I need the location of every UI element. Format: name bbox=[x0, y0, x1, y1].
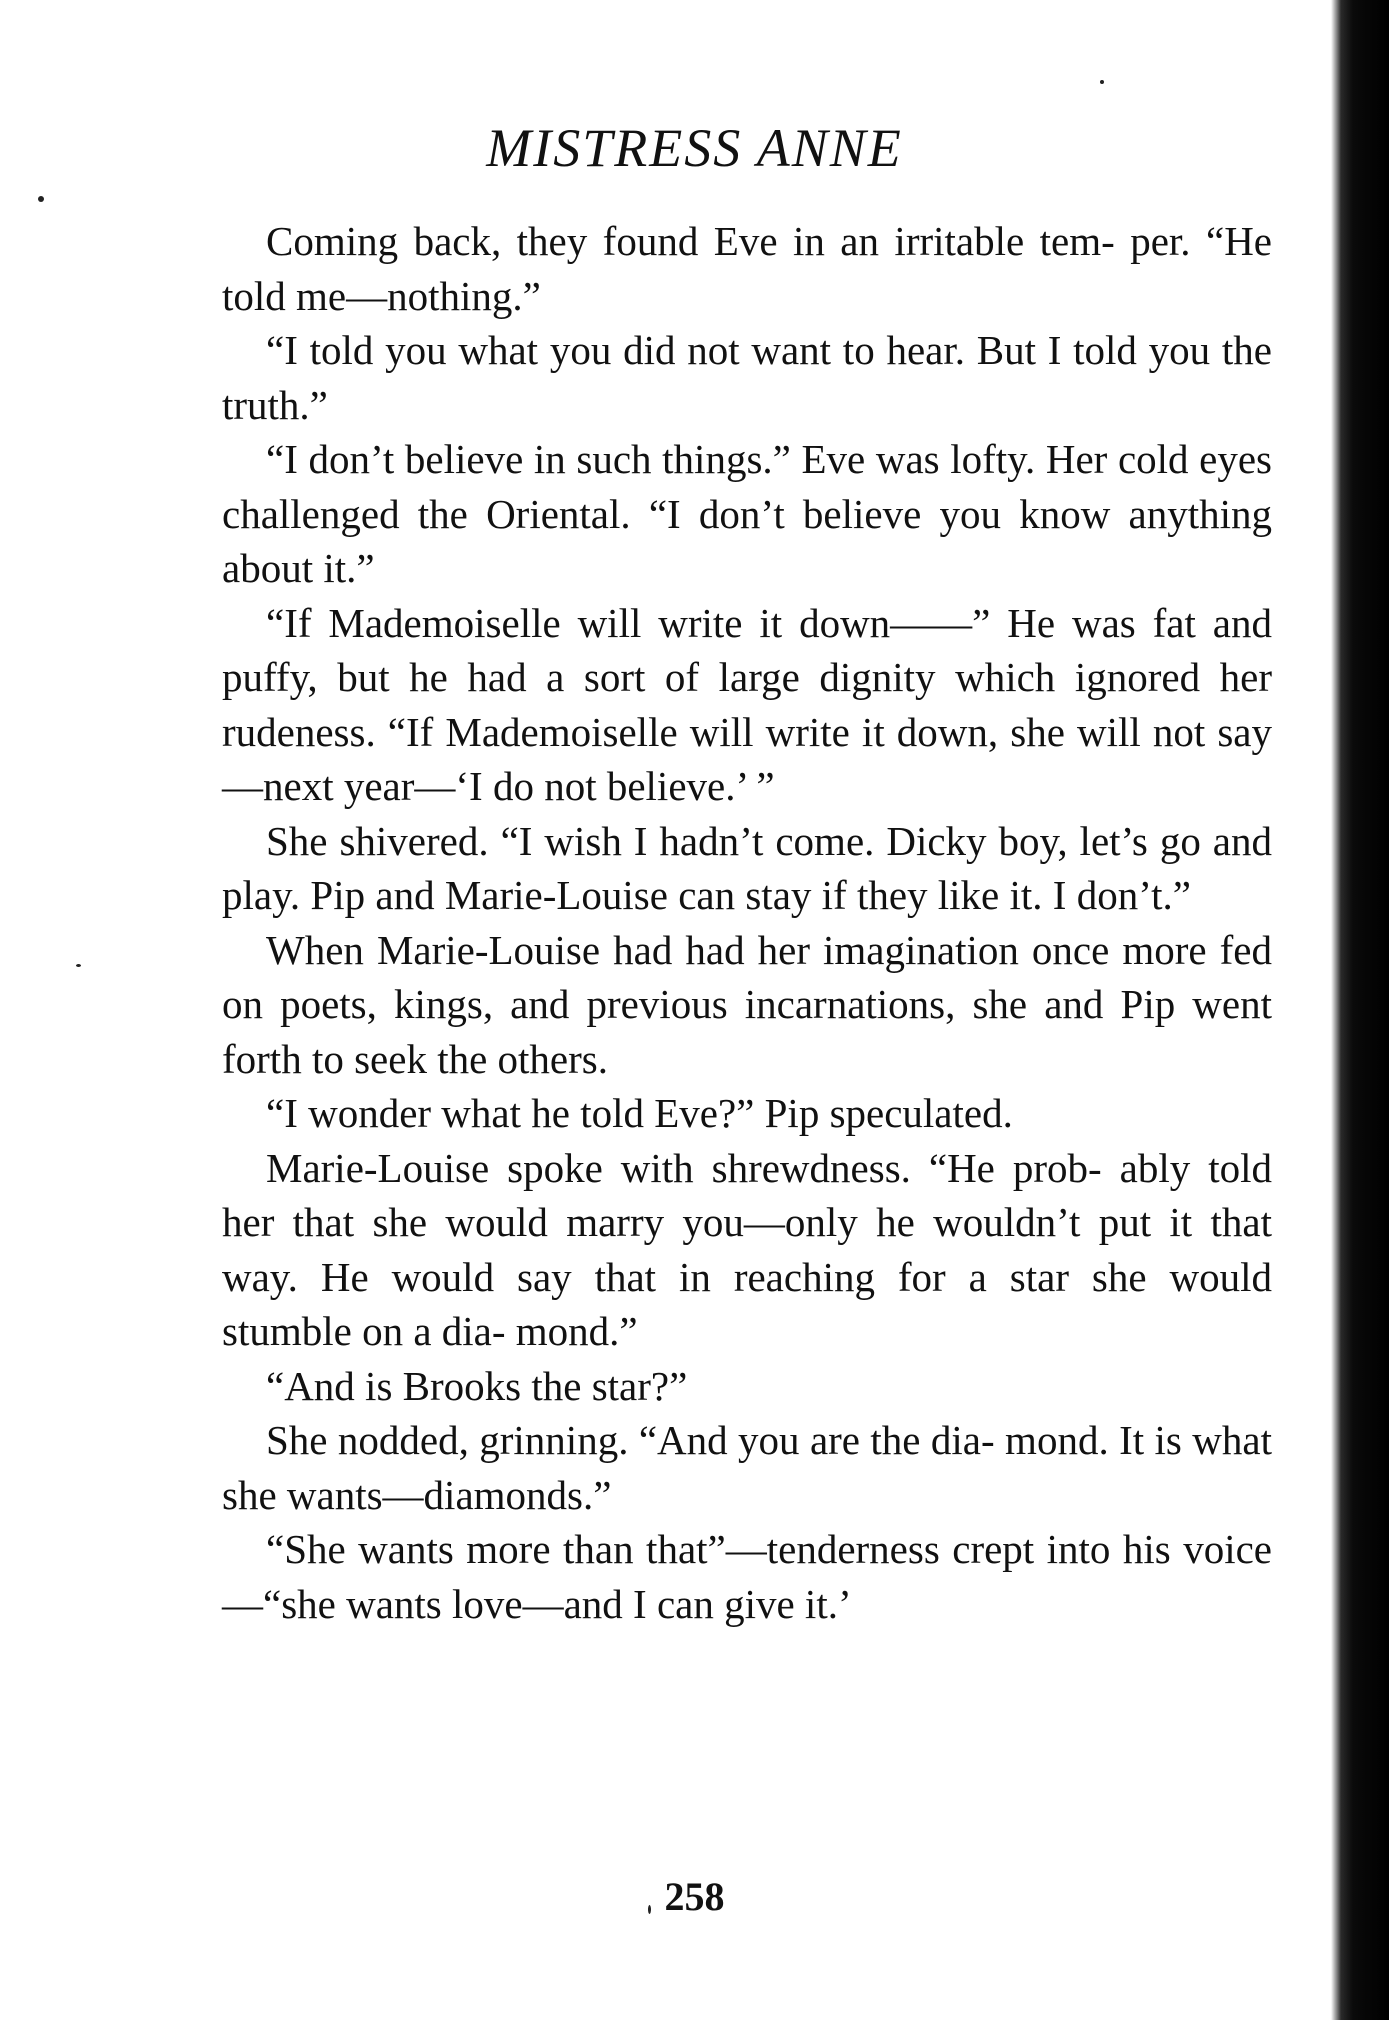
paragraph: “I wonder what he told Eve?” Pip speculated. bbox=[266, 1090, 1013, 1136]
ink-speck bbox=[38, 196, 44, 202]
paragraph: Coming back, they found Eve in an irritable tem- per. “He told me—nothing.” bbox=[222, 218, 1272, 319]
body-text bbox=[222, 214, 1272, 1631]
ink-speck bbox=[648, 1905, 651, 1914]
paragraph: She shivered. “I wish I hadn’t come. Dicky boy, let’s go and play. Pip and Marie-Louise can stay if they like it. I don’t.” bbox=[222, 817, 1272, 918]
ink-speck bbox=[76, 964, 81, 967]
page-number: 258 bbox=[664, 1874, 725, 1919]
running-head: MISTRESS ANNE bbox=[486, 118, 903, 178]
paragraph: “She wants more than that”—tenderness crept into his voice—“she wants love—and I can give it.’ bbox=[222, 1526, 1272, 1627]
paragraph: Marie-Louise spoke with shrewdness. “He prob- ably told her that she would marry you—only he wouldn’t put it that way. He would say that in reaching for a star she would stumble on a dia- mond.” bbox=[222, 1144, 1272, 1354]
paragraph: “I told you what you did not want to hear. But I told you the truth.” bbox=[222, 327, 1272, 428]
paragraph: When Marie-Louise had had her imagination once more fed on poets, kings, and previous incarnations, she and Pip went forth to seek the others. bbox=[222, 926, 1272, 1082]
paragraph: She nodded, grinning. “And you are the dia- mond. It is what she wants—diamonds.” bbox=[222, 1417, 1272, 1518]
binding-shadow bbox=[1331, 0, 1389, 2020]
paragraph: “If Mademoiselle will write it down——” He was fat and puffy, but he had a sort of large dignity which ignored her rudeness. “If Mademoiselle will write it down, she will not say—next year—‘I do not believe.’ ” bbox=[222, 599, 1272, 809]
ink-speck bbox=[1100, 80, 1104, 84]
paragraph: “I don’t believe in such things.” Eve was lofty. Her cold eyes challenged the Oriental. “I don’t believe you know anything about it.” bbox=[222, 436, 1272, 591]
paragraph: “And is Brooks the star?” bbox=[266, 1362, 688, 1409]
